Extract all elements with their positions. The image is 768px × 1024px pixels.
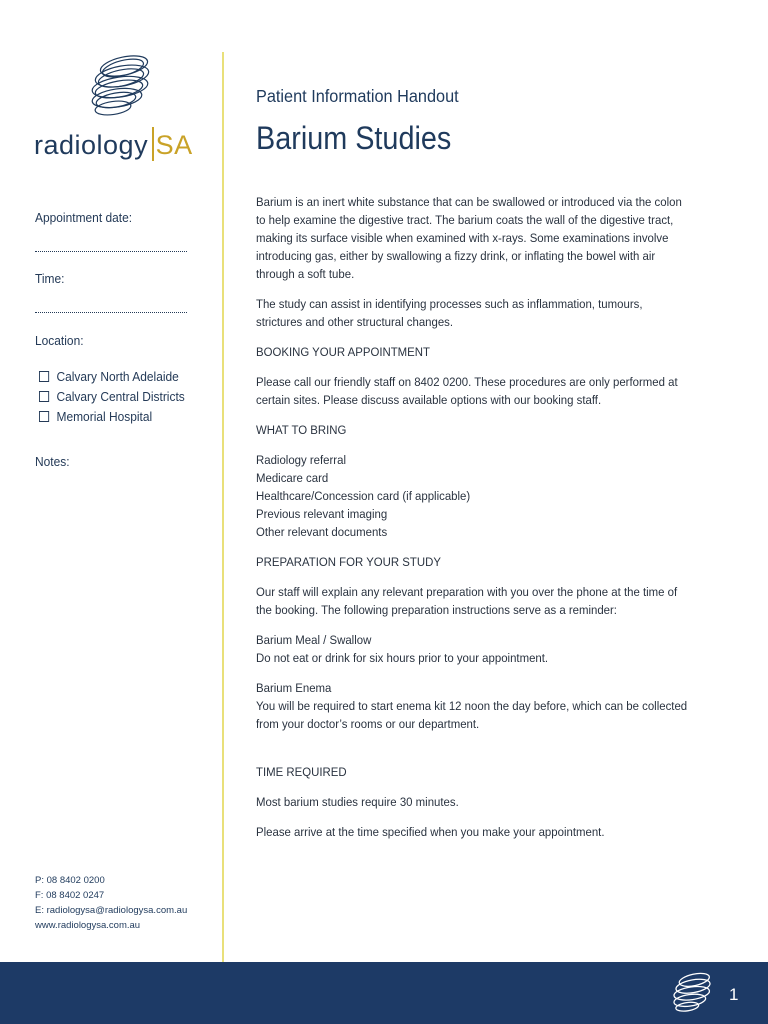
location-option-label: Memorial Hospital (56, 409, 153, 424)
location-label: Location: (35, 333, 84, 348)
arrive-paragraph: Please arrive at the time specified when you make your appointment. (256, 825, 605, 839)
contact-email[interactable]: E: radiologysa@radiologysa.com.au (35, 905, 188, 916)
contact-phone: P: 08 8402 0200 (35, 875, 105, 886)
location-option[interactable] (39, 409, 185, 429)
document-header (256, 86, 696, 157)
page-number: 1 (729, 985, 739, 1004)
logo-brand-main: radiology (34, 130, 149, 160)
time-label: Time: (35, 271, 65, 286)
spacer (256, 745, 688, 763)
location-option-label: Calvary Central Districts (56, 389, 185, 404)
document-subtitle: Patient Information Handout (256, 86, 459, 106)
list-item: Medicare card (256, 471, 329, 485)
meal-section (256, 631, 688, 667)
logo-brand-accent: SA (155, 130, 193, 160)
contact-website[interactable]: www.radiologysa.com.au (35, 920, 141, 931)
logo-separator (152, 127, 154, 161)
location-options (39, 369, 197, 429)
logo-wordmark (34, 127, 193, 161)
list-item: Healthcare/Concession card (if applicable) (256, 489, 471, 503)
list-item: Previous relevant imaging (256, 507, 388, 521)
booking-heading: BOOKING YOUR APPOINTMENT (256, 345, 430, 359)
checkbox[interactable] (39, 371, 49, 382)
list-item: Radiology referral (256, 453, 346, 467)
enema-text: You will be required to start enema kit 12 noon the day before, which can be collected from your doctor’s rooms or our department. (256, 699, 688, 731)
document-title: Barium Studies (256, 120, 452, 156)
location-option[interactable] (39, 389, 185, 409)
booking-paragraph: Please call our friendly staff on 8402 0200. These procedures are only performed at certain sites. Please discuss available options with our booking staff. (256, 375, 678, 407)
footer-spiral-icon (670, 969, 716, 1015)
intro-paragraph: Barium is an inert white substance that can be swallowed or introduced via the colon to help examine the digestive tract. The barium coats the wall of the digestive tract, making its surface visible when examined with x-rays. Some examinations involve introducing gas, either by swallowing a fizzy drink, or inflating the bowel with air through a soft tube. (256, 195, 682, 281)
footer-bar (0, 962, 768, 1024)
list-item: Other relevant documents (256, 525, 388, 539)
meal-text: Do not eat or drink for six hours prior to your appointment. (256, 651, 549, 665)
notes-label: Notes: (35, 454, 70, 469)
enema-title: Barium Enema (256, 681, 332, 695)
time-paragraph: Most barium studies require 30 minutes. (256, 795, 459, 809)
prep-heading: PREPARATION FOR YOUR STUDY (256, 555, 441, 569)
meal-title: Barium Meal / Swallow (256, 633, 372, 647)
prep-paragraph: Our staff will explain any relevant preparation with you over the phone at the time of the booking. The following preparation instructions serve as a reminder: (256, 585, 678, 617)
study-assist-paragraph: The study can assist in identifying processes such as inflammation, tumours, strictures and other structural changes. (256, 297, 643, 329)
location-option-label: Calvary North Adelaide (56, 369, 179, 384)
radiology-sa-logo (34, 52, 204, 167)
document-body (256, 193, 688, 853)
bring-list (256, 451, 688, 541)
contact-fax: F: 08 8402 0247 (35, 890, 105, 901)
checkbox[interactable] (39, 411, 49, 422)
contact-details (35, 873, 187, 933)
appointment-date-field[interactable] (35, 250, 187, 252)
checkbox[interactable] (39, 391, 49, 402)
time-heading: TIME REQUIRED (256, 765, 347, 779)
enema-section (256, 679, 688, 733)
appointment-date-label: Appointment date: (35, 210, 133, 225)
time-field[interactable] (35, 311, 187, 313)
bring-heading: WHAT TO BRING (256, 423, 347, 437)
location-option[interactable] (39, 369, 185, 389)
vertical-divider (222, 52, 224, 962)
radiology-sa-spiral-icon (86, 52, 158, 118)
